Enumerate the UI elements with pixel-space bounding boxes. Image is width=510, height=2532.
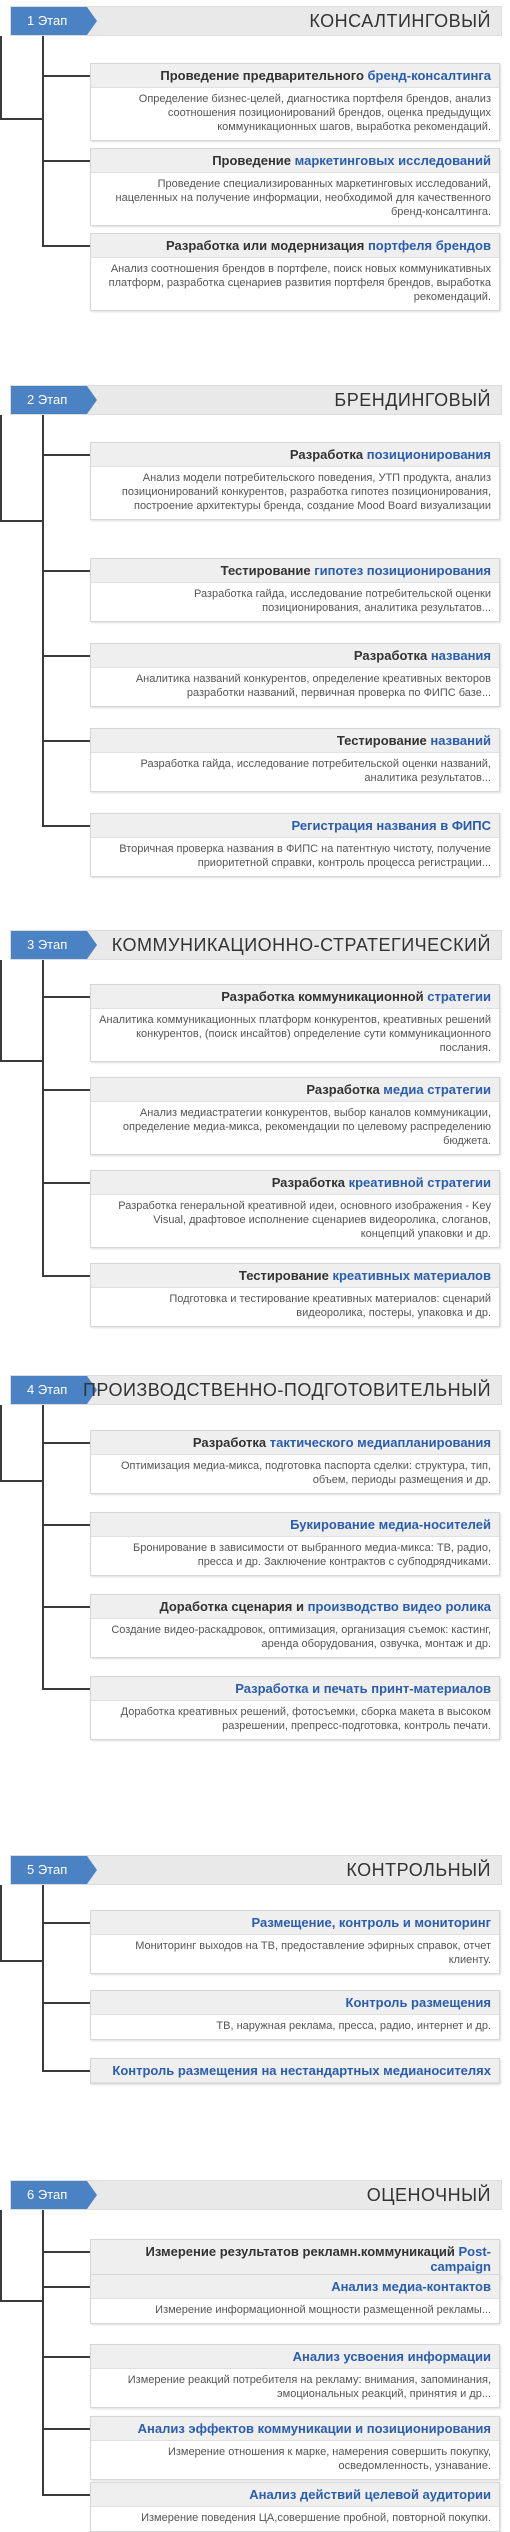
card-connector	[42, 570, 90, 572]
card-connector	[42, 2251, 90, 2253]
card-connector	[42, 1922, 90, 1924]
stage-badge: 5 Этап	[11, 1856, 87, 1884]
stage-card	[90, 558, 500, 622]
stage-card	[90, 2058, 500, 2084]
card-connector	[42, 2286, 90, 2288]
card-title	[91, 1595, 499, 1619]
card-title	[91, 814, 499, 838]
card-title-highlight: позиционирования	[366, 447, 491, 462]
stage-card	[90, 1910, 500, 1974]
stage-connector-left	[0, 2210, 2, 2300]
card-title-text: Разработка	[289, 447, 367, 462]
card-connector	[42, 245, 90, 247]
card-title	[91, 1431, 499, 1455]
stage-card	[90, 728, 500, 792]
card-connector	[42, 1442, 90, 1444]
card-title-highlight: производство видео ролика	[307, 1599, 491, 1614]
stage-connector-left	[0, 36, 2, 118]
card-connector	[42, 2070, 90, 2072]
card-description: Измерение реакций потребителя на рекламу: внимания, запоминания, эмоциональных реакций, принятия и др...	[127, 2374, 491, 2400]
card-connector	[42, 1275, 90, 1277]
card-title	[91, 2483, 499, 2507]
card-description: Разработка гайда, исследование потребительской оценки названий, аналитика результатов...	[140, 758, 491, 784]
card-connector	[42, 1688, 90, 1690]
card-title	[91, 2345, 499, 2369]
card-connector	[42, 2494, 90, 2496]
stage-card	[90, 1077, 500, 1155]
stage-connector-vertical	[42, 36, 44, 245]
card-title-highlight: Разработка и печать принт-материалов	[235, 1681, 491, 1696]
stage-header	[10, 1375, 502, 1405]
card-title-text: Доработка сценария и	[159, 1599, 308, 1614]
card-connector	[42, 825, 90, 827]
card-description: Анализ медиастратегии конкурентов, выбор каналов коммуникации, определение медиа-микса, рекомендации по целевому распределению бюджета.	[122, 1107, 491, 1147]
stage-header	[10, 1855, 502, 1885]
card-title	[91, 1911, 499, 1935]
card-connector	[42, 2002, 90, 2004]
card-title-highlight: Анализ эффектов коммуникации и позиционирования	[137, 2421, 491, 2436]
card-title-text: Разработка или модернизация	[166, 238, 368, 253]
card-title-text: Разработка	[353, 648, 431, 663]
stage-card	[90, 813, 500, 877]
stage-connector-vertical	[42, 1885, 44, 2070]
card-title-highlight: медиа стратегии	[383, 1082, 491, 1097]
stage-title: ОЦЕНОЧНЫЙ	[366, 2185, 491, 2205]
card-title-highlight: креативной стратегии	[348, 1175, 491, 1190]
stage-title: ПРОИЗВОДСТВЕННО-ПОДГОТОВИТЕЛЬНЫЙ	[82, 1380, 491, 1400]
card-title-highlight: креативных материалов	[332, 1268, 491, 1283]
card-title-highlight: Анализ действий целевой аудитории	[249, 2487, 491, 2502]
stage-connector-left	[0, 415, 2, 520]
stage-connector-vertical	[42, 960, 44, 1275]
stage-header	[10, 2180, 502, 2210]
stage-title: КОНТРОЛЬНЫЙ	[346, 1860, 491, 1880]
stage-card	[90, 2274, 500, 2324]
stage-connector-left	[0, 1885, 2, 1960]
stage-badge: 2 Этап	[11, 386, 87, 414]
stage-header	[10, 385, 502, 415]
card-title-text: Разработка	[192, 1435, 270, 1450]
card-title	[91, 1078, 499, 1102]
card-connector	[42, 1606, 90, 1608]
card-description: Анализ модели потребительского поведения, УТП продукта, анализ позиционирований конкурентов, разработка гипотез позиционирования, построение архитектуры бренда, создание Mood Board визуализации	[121, 472, 491, 512]
card-title	[91, 1171, 499, 1195]
card-connector	[42, 1182, 90, 1184]
stage-connector-base	[0, 520, 44, 522]
card-description: Определение бизнес-целей, диагностика портфеля брендов, анализ соотношения позиционирований брендов, оценка предыдущих коммуникационных шагов, выработка рекомендаций.	[138, 93, 491, 133]
stage-badge: 4 Этап	[11, 1376, 87, 1404]
card-description: Измерение отношения к марке, намерения совершить покупку, осведомленность, узнавание.	[167, 2446, 491, 2472]
card-title-highlight: Регистрация названия в ФИПС	[291, 818, 491, 833]
stage-card	[90, 1170, 500, 1248]
stage-card	[90, 2482, 500, 2532]
card-title-highlight: названия	[430, 648, 491, 663]
stage-card	[90, 63, 500, 141]
stage-header	[10, 930, 502, 960]
card-description: Аналитика названий конкурентов, определение креативных векторов разработки названий, первичная проверка по ФИПС базе...	[135, 673, 491, 699]
card-title-highlight: портфеля брендов	[367, 238, 491, 253]
card-description: Оптимизация медиа-микса, подготовка паспорта сделки: структура, тип, объем, периоды размещения и др.	[121, 1460, 491, 1486]
card-connector	[42, 1524, 90, 1526]
stage-connector-left	[0, 960, 2, 1060]
card-title-text: Измерение результатов рекламн.коммуникаций	[145, 2244, 459, 2259]
card-description: Измерение поведения ЦА,совершение пробной, повторной покупки.	[141, 2512, 491, 2524]
card-title	[91, 1991, 499, 2015]
stage-card	[90, 148, 500, 226]
card-description: Разработка генеральной креативной идеи, основного изображения - Key Visual, драфтовое исполнение сценариев видеоролика, слоганов, концепций упаковки и др.	[118, 1200, 491, 1240]
card-connector	[42, 655, 90, 657]
stage-connector-base	[0, 1060, 44, 1062]
stage-card	[90, 1263, 500, 1327]
card-title-text: Проведение	[212, 153, 295, 168]
stage-card	[90, 1676, 500, 1740]
card-connector	[42, 740, 90, 742]
card-title-text: Тестирование	[220, 563, 315, 578]
card-description: Бронирование в зависимости от выбранного медиа-микса: ТВ, радио, пресса и др. Заключение контрактов с субподрядчиками.	[132, 1542, 491, 1568]
card-description: Измерение информационной мощности размещенной рекламы...	[155, 2304, 491, 2316]
stage-card	[90, 1512, 500, 1576]
stage-title: КОММУНИКАЦИОННО-СТРАТЕГИЧЕСКИЙ	[111, 935, 491, 955]
card-title-highlight: названий	[430, 733, 491, 748]
stage-connector-base	[0, 118, 44, 120]
card-title-highlight: тактического медиапланирования	[269, 1435, 491, 1450]
card-description: Создание видео-раскадровок, оптимизация, организация съемок: кастинг, аренда оборудования, озвучка, монтаж и др.	[111, 1624, 491, 1650]
card-connector	[42, 75, 90, 77]
stage-badge: 6 Этап	[11, 2181, 87, 2209]
card-description: Вторичная проверка названия в ФИПС на патентную чистоту, получение приоритетной справки, контроль процесса регистрации...	[119, 843, 491, 869]
card-title	[91, 559, 499, 583]
card-title	[91, 644, 499, 668]
stage-card	[90, 233, 500, 311]
stage-card	[90, 643, 500, 707]
card-title-highlight: Контроль размещения на нестандартных медианосителях	[112, 2063, 491, 2078]
card-description: ТВ, наружная реклама, пресса, радио, интернет и др.	[216, 2020, 491, 2032]
card-title	[91, 729, 499, 753]
card-title	[91, 1513, 499, 1537]
stage-card	[90, 1594, 500, 1658]
stage-connector-vertical	[42, 415, 44, 825]
stage-connector-base	[0, 1480, 44, 1482]
card-connector	[42, 160, 90, 162]
card-title-highlight: Анализ усвоения информации	[292, 2349, 491, 2364]
card-title-text: Тестирование	[238, 1268, 333, 1283]
stage-badge: 3 Этап	[11, 931, 87, 959]
stage-card	[90, 2416, 500, 2480]
stage-title: БРЕНДИНГОВЫЙ	[334, 390, 491, 410]
stage-header	[10, 6, 502, 36]
card-title	[91, 234, 499, 258]
stage-card	[90, 1430, 500, 1494]
card-title-highlight: бренд-консалтинга	[367, 68, 491, 83]
stage-connector-left	[0, 1405, 2, 1480]
card-description: Подготовка и тестирование креативных материалов: сценарий видеоролика, постеры, упаковка и др.	[169, 1293, 491, 1319]
card-title-highlight: Размещение, контроль и мониторинг	[251, 1915, 491, 1930]
card-title	[91, 2059, 499, 2083]
card-title-text: Разработка коммуникационной	[221, 989, 428, 1004]
card-title-highlight: Контроль размещения	[345, 1995, 491, 2010]
card-title-highlight: Анализ медиа-контактов	[331, 2279, 491, 2294]
card-connector	[42, 2428, 90, 2430]
card-connector	[42, 2356, 90, 2358]
card-title	[91, 1677, 499, 1701]
card-connector	[42, 454, 90, 456]
card-title	[91, 1264, 499, 1288]
stage-card	[90, 984, 500, 1062]
card-title	[91, 985, 499, 1009]
card-title	[91, 443, 499, 467]
card-title-highlight: стратегии	[427, 989, 491, 1004]
card-connector	[42, 996, 90, 998]
stage-card	[90, 442, 500, 520]
card-title-text: Разработка	[306, 1082, 384, 1097]
card-title	[91, 2275, 499, 2299]
card-description: Аналитика коммуникационных платформ конкурентов, креативных решений конкурентов, (поиск инсайтов) определение сути коммуникационного послания.	[99, 1014, 491, 1054]
card-title	[91, 149, 499, 173]
stage-connector-base	[0, 2300, 44, 2302]
card-title-highlight: маркетинговых исследований	[294, 153, 491, 168]
stage-card	[90, 1990, 500, 2040]
card-title-highlight: Post-campaign	[430, 2244, 491, 2274]
stage-card	[90, 2344, 500, 2408]
card-title	[91, 64, 499, 88]
card-title-highlight: гипотез позиционирования	[314, 563, 491, 578]
card-title-text: Разработка	[271, 1175, 349, 1190]
stage-badge: 1 Этап	[11, 7, 87, 35]
stage-title: КОНСАЛТИНГОВЫЙ	[309, 11, 491, 31]
card-title-text: Проведение предварительного	[160, 68, 368, 83]
card-description: Анализ соотношения брендов в портфеле, поиск новых коммуникативных платформ, разработка сценариев развития портфеля брендов, выработка рекомендаций.	[108, 263, 491, 303]
card-title-text: Тестирование	[336, 733, 431, 748]
card-title	[91, 2417, 499, 2441]
card-description: Разработка гайда, исследование потребительской оценки позиционирования, аналитика результатов...	[193, 588, 491, 614]
card-title-highlight: Букирование медиа-носителей	[290, 1517, 491, 1532]
card-description: Проведение специализированных маркетинговых исследований, нацеленных на получение информации, необходимой для качественного бренд-консалтинга.	[115, 178, 491, 218]
card-description: Доработка креативных решений, фотосъемки, сборка макета в высоком разрешении, препресс-подготовка, контроль печати.	[120, 1706, 491, 1732]
stage-connector-base	[0, 1960, 44, 1962]
card-connector	[42, 1089, 90, 1091]
card-description: Мониторинг выходов на ТВ, предоставление эфирных справок, отчет клиенту.	[135, 1940, 491, 1966]
stage-connector-vertical	[42, 1405, 44, 1688]
